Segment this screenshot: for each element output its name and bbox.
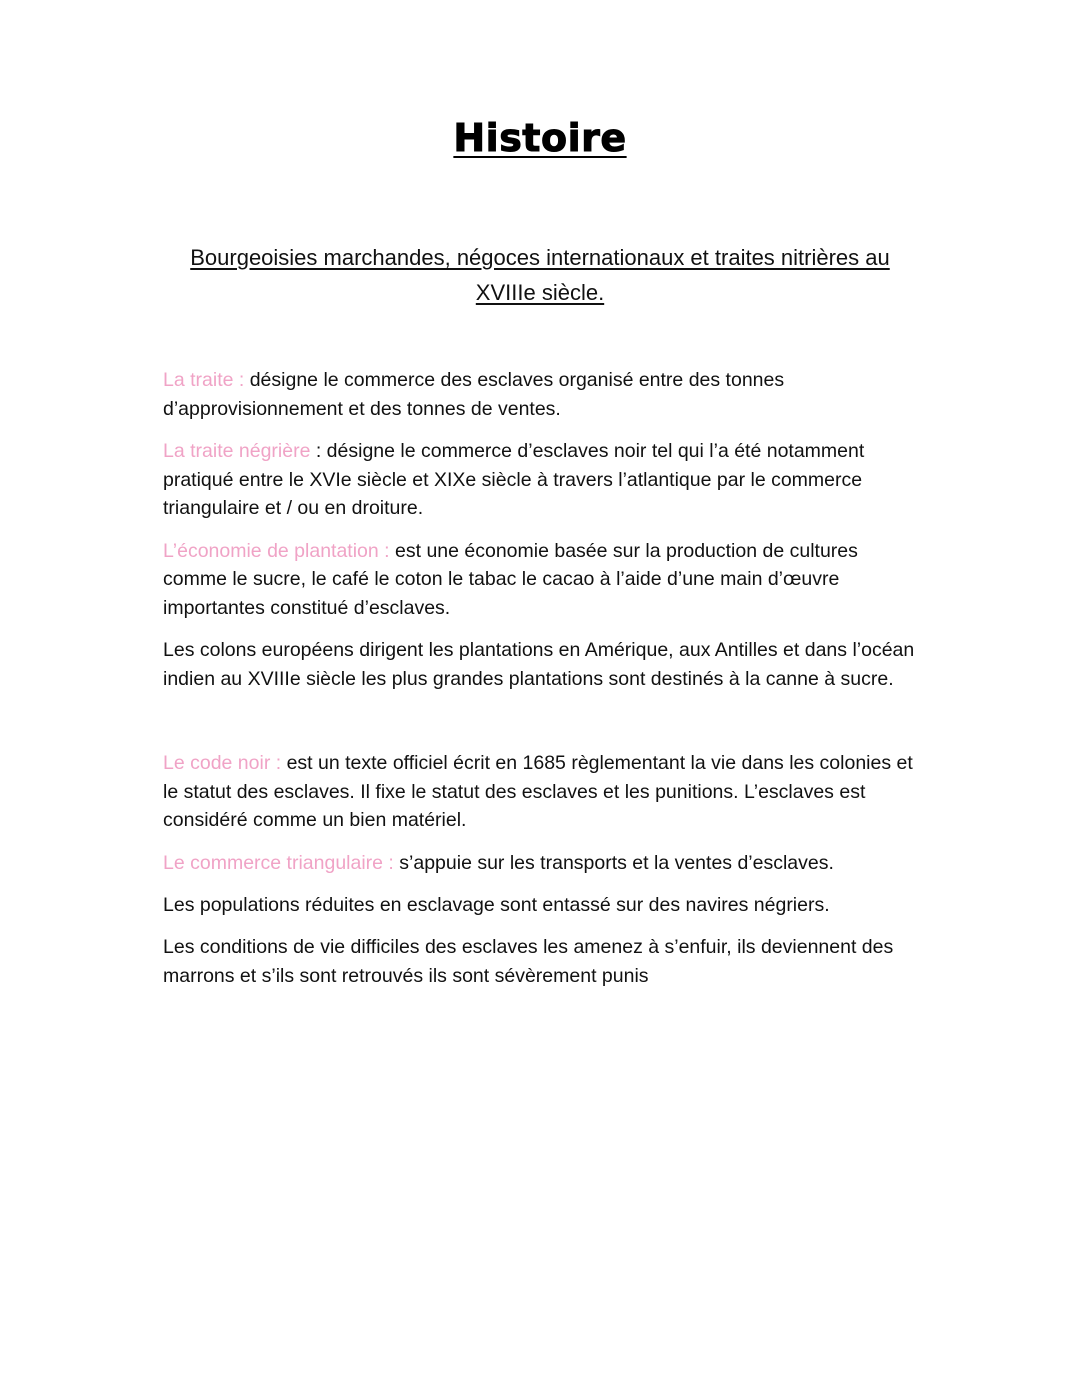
paragraph-conditions xyxy=(163,933,923,990)
paragraph-colons xyxy=(163,636,923,693)
definition-term: La traite : xyxy=(163,369,245,391)
definition-la-traite xyxy=(163,366,923,423)
definition-economie-plantation xyxy=(163,537,923,623)
definition-text: est une économie basée sur la production de cultures comme le sucre, le café le coton le tabac le cacao à l’aide d’une main d’œuvre importantes constitué d’esclaves. xyxy=(163,539,858,619)
paragraph-populations xyxy=(163,891,923,920)
definitions-block-1 xyxy=(163,366,923,707)
definition-text: désigne le commerce des esclaves organisé entre des tonnes d’approvisionnement et des tonnes de ventes. xyxy=(163,369,785,420)
page-subtitle xyxy=(170,240,910,310)
definition-code-noir xyxy=(163,749,923,835)
page-title-text: Histoire xyxy=(453,116,627,160)
page-subtitle-text: Bourgeoisies marchandes, négoces internationaux et traites nitrières au XVIIIe siècle. xyxy=(190,245,890,305)
definition-text: s’appuie sur les transports et la ventes d’esclaves. xyxy=(393,851,834,874)
paragraph-text: Les colons européens dirigent les plantations en Amérique, aux Antilles et dans l’océan indien au XVIIIe siècle les plus grandes plantations sont destinés à la canne à sucre. xyxy=(163,639,915,690)
page-title xyxy=(0,118,1080,160)
definition-term: La traite négrière xyxy=(163,439,311,462)
definition-commerce-triangulaire xyxy=(163,849,923,878)
paragraph-text: Les populations réduites en esclavage sont entassé sur des navires négriers. xyxy=(163,893,830,916)
definition-text: : désigne le commerce d’esclaves noir tel qui l’a été notamment pratiqué entre le XVIe siècle et XIXe siècle à travers l’atlantique par le commerce triangulaire et / ou en droiture. xyxy=(163,439,865,520)
definition-term: Le code noir : xyxy=(163,752,282,774)
paragraph-text: Les conditions de vie difficiles des esclaves les amenez à s’enfuir, ils deviennent des marrons et s’ils sont retrouvés ils sont sévèrement punis xyxy=(163,936,894,987)
definition-text: est un texte officiel écrit en 1685 règlementant la vie dans les colonies et le statut des esclaves. Il fixe le statut des esclaves et les punitions. L’esclaves est considéré comme un bien matériel. xyxy=(163,752,913,832)
definition-term: L’économie de plantation : xyxy=(163,539,390,562)
definitions-block-2 xyxy=(163,749,923,1004)
definition-term: Le commerce triangulaire : xyxy=(163,851,394,874)
definition-traite-negriere xyxy=(163,437,923,523)
